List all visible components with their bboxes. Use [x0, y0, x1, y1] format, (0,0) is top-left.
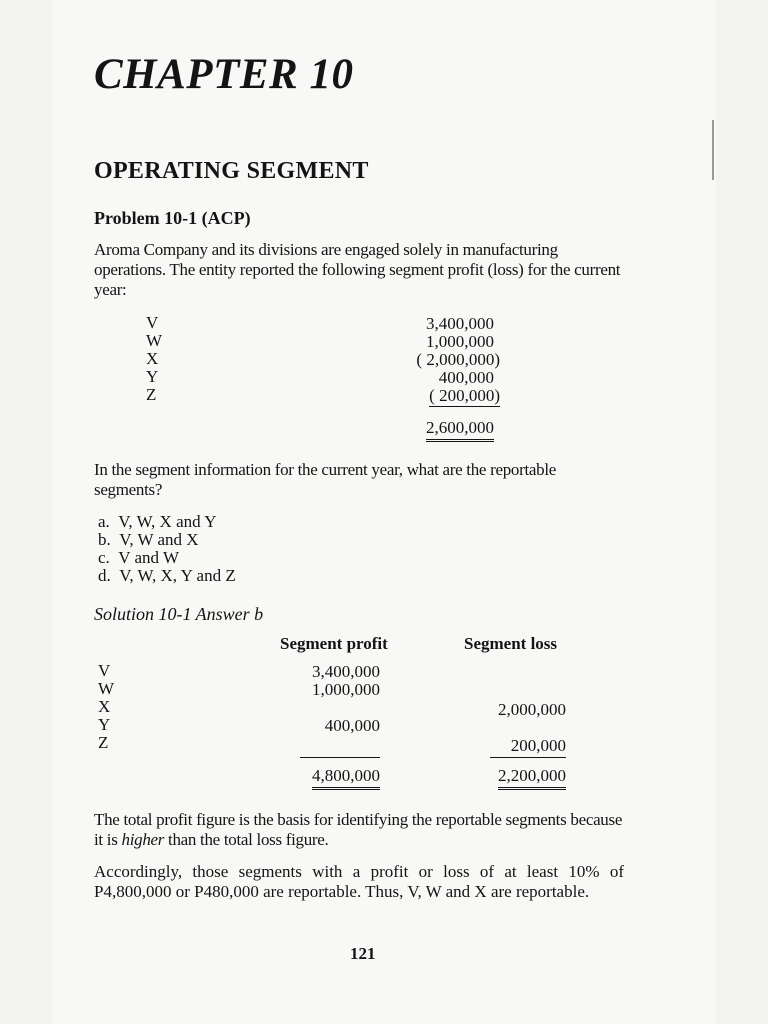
- choice-c: [98, 548, 179, 568]
- table-row-label-w: W: [98, 679, 115, 698]
- choice-letter: b.: [98, 530, 111, 549]
- choice-letter: d.: [98, 566, 111, 585]
- choice-a: [98, 512, 217, 532]
- table-row-label-v: V: [98, 661, 111, 680]
- solution-heading: Solution 10-1 Answer b: [94, 604, 264, 624]
- segment-amount-y: 400,000: [438, 368, 494, 387]
- segment-amount-v: 3,400,000: [426, 314, 494, 333]
- segments-total: 2,600,000: [426, 418, 494, 442]
- table-total-profit: 4,800,000: [312, 766, 380, 790]
- segment-label-x: X: [146, 349, 159, 368]
- table-profit-v: 3,400,000: [312, 662, 380, 681]
- question-text: In the segment information for the current year, what are the reportable segments?: [94, 460, 557, 499]
- explanation-text: than the total loss figure.: [164, 830, 329, 849]
- table-profit-w: 1,000,000: [312, 680, 380, 699]
- explanation-text: The total profit figure is the basis for identifying the reportable segments because it is: [94, 810, 623, 849]
- choice-text: V, W, X, Y and Z: [119, 566, 236, 585]
- choice-d: [98, 566, 236, 586]
- table-row-label-z: Z: [98, 733, 109, 752]
- segment-label-z: Z: [146, 385, 157, 404]
- table-profit-y: 400,000: [324, 716, 380, 735]
- column-header-loss: Segment loss: [464, 634, 558, 653]
- chapter-title: CHAPTER 10: [94, 51, 354, 98]
- segment-amount-w: 1,000,000: [426, 332, 494, 351]
- choice-text: V, W and X: [119, 530, 199, 549]
- emphasis-higher: higher: [121, 830, 165, 849]
- segment-amount-x: ( 2,000,000): [416, 350, 500, 369]
- choice-text: V, W, X and Y: [118, 512, 217, 531]
- choice-text: V and W: [118, 548, 180, 567]
- loss-subtotal-rule: [490, 757, 566, 758]
- table-row-label-x: X: [98, 697, 111, 716]
- page-edge-shadow: [712, 120, 714, 180]
- column-header-profit: Segment profit: [280, 634, 388, 653]
- problem-heading: Problem 10-1 (ACP): [94, 208, 251, 228]
- table-total-loss: 2,200,000: [498, 766, 566, 790]
- table-loss-z: 200,000: [510, 736, 566, 755]
- problem-text: Aroma Company and its divisions are engaged solely in manufacturing operations. The entity reported the following segment profit (loss) for the current year:: [94, 240, 621, 299]
- segment-amount-z: ( 200,000): [429, 386, 500, 405]
- choice-letter: a.: [98, 512, 110, 531]
- table-row-label-y: Y: [98, 715, 111, 734]
- table-loss-x: 2,000,000: [498, 700, 566, 719]
- segment-label-v: V: [146, 313, 159, 332]
- explanation-paragraph-2: Accordingly, those segments with a profit or loss of at least 10% of P4,800,000 or P480,000 are reportable. Thus, V, W and X are reportable.: [94, 862, 624, 901]
- choice-letter: c.: [98, 548, 110, 567]
- explanation-paragraph-1: [94, 810, 624, 850]
- page-number: 121: [350, 944, 376, 963]
- profit-subtotal-rule: [300, 757, 380, 758]
- choice-b: [98, 530, 199, 550]
- segment-label-w: W: [146, 331, 163, 350]
- section-title: OPERATING SEGMENT: [94, 158, 369, 184]
- segment-label-y: Y: [146, 367, 159, 386]
